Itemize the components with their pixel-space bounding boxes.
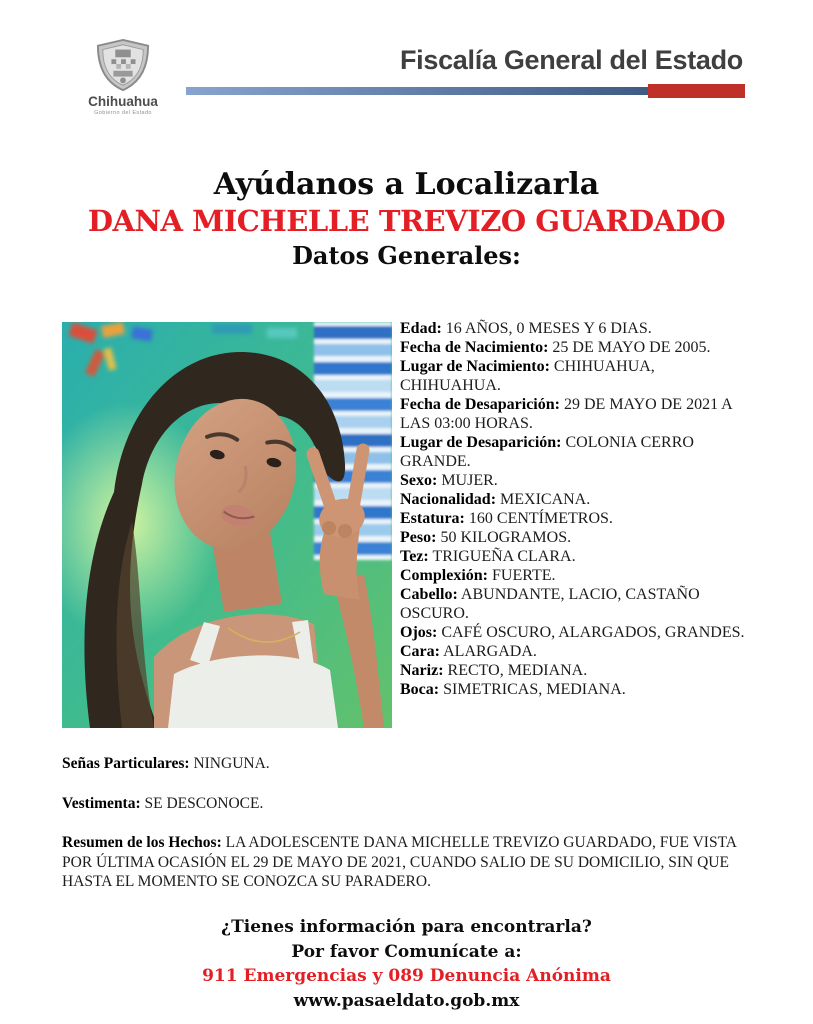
field-value: 25 DE MAYO DE 2005. (552, 339, 711, 356)
missing-person-name: DANA MICHELLE TREVIZO GUARDADO (87, 204, 726, 238)
data-field (400, 528, 752, 547)
field-label: Fecha de Desaparición: (400, 396, 560, 413)
field-value: SIMETRICAS, MEDIANA. (443, 681, 626, 698)
data-field (400, 471, 752, 490)
field-label: Sexo: (400, 472, 438, 489)
data-field (400, 338, 752, 357)
field-label: Ojos: (400, 624, 438, 641)
details-section (62, 754, 754, 912)
field-label: Nariz: (400, 662, 444, 679)
data-field (400, 433, 752, 471)
field-value: 16 AÑOS, 0 MESES Y 6 DIAS. (445, 320, 652, 337)
footer-instruction: Por favor Comunícate a: (291, 941, 522, 962)
field-value: RECTO, MEDIANA. (447, 662, 588, 679)
field-label: Estatura: (400, 510, 465, 527)
field-value: 29 DE MAYO DE 2021 A LAS 03:00 HORAS. (400, 396, 732, 432)
field-label: Peso: (400, 529, 437, 546)
section-title: Datos Generales: (292, 241, 521, 270)
field-value: COLONIA CERRO GRANDE. (400, 434, 694, 470)
data-field (400, 585, 752, 623)
field-value: CAFÉ OSCURO, ALARGADOS, GRANDES. (441, 624, 745, 641)
data-field (400, 357, 752, 395)
field-label: Complexión: (400, 567, 488, 584)
header-divider-red (648, 84, 745, 98)
detail-row (62, 794, 754, 814)
footer-phones: 911 Emergencias y 089 Denuncia Anónima (202, 966, 611, 986)
field-label: Boca: (400, 681, 440, 698)
field-value: CHIHUAHUA, CHIHUAHUA. (400, 358, 655, 394)
missing-person-photo (62, 322, 392, 728)
photo-illustration (62, 322, 392, 728)
detail-value: SE DESCONOCE. (144, 794, 264, 812)
field-label: Lugar de Desaparición: (400, 434, 562, 451)
header-divider-blue (186, 87, 648, 95)
field-label: Tez: (400, 548, 429, 565)
detail-label: Vestimenta: (62, 794, 141, 812)
detail-value: LA ADOLESCENTE DANA MICHELLE TREVIZO GUARDADO, FUE VISTA POR ÚLTIMA OCASIÓN EL 29 DE MAYO DE 2021, CUANDO SALIO DE SU DOMICILIO, SIN QUE HASTA EL MOMENTO SE CONOZCA SU PARADERO. (62, 834, 737, 890)
detail-label: Resumen de los Hechos: (62, 834, 222, 851)
field-label: Fecha de Nacimiento: (400, 339, 549, 356)
footer-website: www.pasaeldato.gob.mx (293, 990, 520, 1011)
detail-value: NINGUNA. (193, 755, 270, 772)
general-data-list (400, 319, 752, 699)
field-label: Lugar de Nacimiento: (400, 358, 550, 375)
data-field (400, 623, 752, 642)
field-label: Cabello: (400, 586, 458, 603)
data-field (400, 319, 752, 338)
field-value: ABUNDANTE, LACIO, CASTAÑO OSCURO. (400, 586, 700, 622)
field-label: Cara: (400, 643, 440, 660)
data-field (400, 395, 752, 433)
data-field (400, 566, 752, 585)
agency-title: Fiscalía General del Estado (399, 45, 743, 75)
data-field (400, 490, 752, 509)
detail-row (62, 833, 754, 892)
field-label: Nacionalidad: (400, 491, 497, 508)
detail-label: Señas Particulares: (62, 755, 190, 772)
detail-row (62, 754, 754, 774)
logo-state-name: Chihuahua (88, 94, 158, 109)
field-value: MUJER. (441, 472, 498, 489)
data-field (400, 661, 752, 680)
footer-contact (0, 915, 813, 1013)
data-field (400, 509, 752, 528)
state-logo (86, 38, 160, 116)
headline: Ayúdanos a Localizarla (213, 167, 600, 202)
data-field (400, 680, 752, 699)
chihuahua-shield-icon (94, 38, 152, 92)
data-field (400, 547, 752, 566)
data-field (400, 642, 752, 661)
field-value: TRIGUEÑA CLARA. (432, 548, 576, 565)
banner (0, 167, 813, 270)
footer-question: ¿Tienes información para encontrarla? (221, 917, 592, 937)
field-value: 50 KILOGRAMOS. (440, 529, 572, 546)
field-value: FUERTE. (492, 567, 556, 584)
field-value: 160 CENTÍMETROS. (468, 510, 613, 527)
logo-subtitle: Gobierno del Estado (94, 110, 152, 116)
field-value: ALARGADA. (443, 643, 537, 660)
field-value: MEXICANA. (500, 491, 591, 508)
field-label: Edad: (400, 320, 442, 337)
